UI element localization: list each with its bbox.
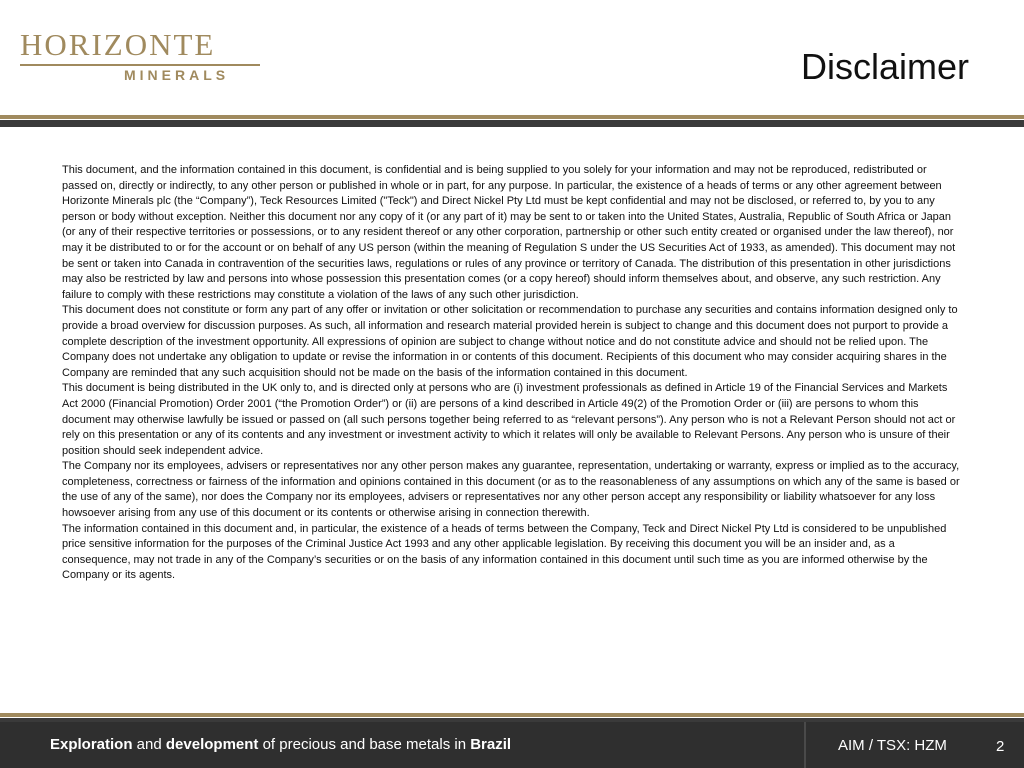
header-dark-rule — [0, 120, 1024, 127]
disclaimer-body — [62, 163, 964, 584]
header-gold-rule — [0, 115, 1024, 119]
tagline-metals: of precious and base metals in — [258, 736, 471, 753]
slide-footer — [0, 722, 1024, 768]
disclaimer-paragraph: This document is being distributed in the UK only to, and is directed only at persons who are (i) investment professionals as defined in Article 19 of the Financial Services and Markets Act 2000 (Financial Promotion) Order 2001 (“the Promotion Order”) or (ii) are persons of a kind described in Article 49(2) of the Promotion Order or (iii) are persons to whom this document may otherwise lawfully be issued or passed on (all such persons together being referred to as “relevant persons”). Any person who is not a Relevant Person should not act or rely on this presentation or any of its contents and any investment or investment activity to which it relates will only be available to Relevant Persons. Any person who is unsure of their position should seek independent advice. — [62, 382, 956, 457]
logo-subtitle: MINERALS — [124, 67, 230, 83]
disclaimer-paragraph: This document does not constitute or form any part of any offer or invitation or other solicitation or recommendation to purchase any securities and contains information designed only to provide a broad overview for discussion purposes. As such, all information and research material provided herein is subject to change and this document does not purport to provide a complete description of the investment opportunity. All expressions of opinion are subject to change without notice and do not constitute advice and should not be relied upon. The Company does not undertake any obligation to update or revise the information in or contents of this document. Recipients of this document who may consider acquiring shares in the Company are reminded that any such acquisition should not be made on the basis of the information contained in this document. — [62, 304, 958, 379]
tagline-and: and — [132, 736, 166, 753]
tagline-brazil: Brazil — [470, 736, 512, 753]
footer-divider — [804, 722, 806, 768]
company-logo — [20, 28, 262, 88]
slide-title: Disclaimer — [800, 46, 969, 87]
stock-ticker: AIM / TSX: HZM — [838, 737, 947, 754]
footer-tagline — [50, 736, 511, 754]
footer-tagline-panel — [0, 722, 804, 768]
footer-gold-rule — [0, 713, 1024, 717]
disclaimer-paragraph: The Company nor its employees, advisers or representatives nor any other person makes any guarantee, representation, undertaking or warranty, express or implied as to the accuracy, completeness, correctness or fairness of the information and opinions contained in this document (or as to the reasonableness of any assumptions on which any of the same is based or the use of any of the same), nor does the Company nor its employees, advisers or representatives nor any other person accept any responsibility or liability whatsoever for any loss howsoever arising from any use of this document or its contents or otherwise arising in connection therewith. — [62, 460, 960, 520]
page-number: 2 — [996, 738, 1005, 755]
disclaimer-paragraph: The information contained in this document and, in particular, the existence of a heads of terms between the Company, Teck and Direct Nickel Pty Ltd is considered to be unpublished price sensitive information for the purposes of the Criminal Justice Act 1993 and any other applicable legislation. By receiving this document you will be an insider and, as a consequence, may not trade in any of the Company’s securities or on the basis of any information contained in this document until such time as you are informed otherwise by the Company or its agents. — [62, 522, 947, 582]
tagline-exploration: Exploration — [50, 736, 133, 753]
disclaimer-paragraph: This document, and the information contained in this document, is confidential and is being supplied to you solely for your information and may not be reproduced, redistributed or passed on, directly or indirectly, to any other person or published in whole or in part, for any purpose. In particular, the existence of a heads of terms or any other agreement between Horizonte Minerals plc (the “Company”), Teck Resources Limited ("Teck") and Direct Nickel Pty Ltd must be kept confidential and may not be disclosed, or referred to, by you to any person or body without exception. Neither this document nor any copy of it (or any part of it) may be sent to or taken into the United States, Australia, Republic of South Africa or Japan (or any of their respective territories or possessions, or to any resident thereof or any other corporation, partnership or other such entity created or organised under the law thereof), nor may it be distributed to or for the account or on behalf of any US person (within the meaning of Regulation S under the US Securities Act of 1933, as amended). This document may not be sent or taken into Canada in contravention of the securities laws, regulations or rules of any province or territory of Canada. The distribution of this presentation in other jurisdictions may also be restricted by law and persons into whose possession this presentation comes (or a copy hereof) should inform themselves about, and observe, any such restriction. Any failure to comply with these restrictions may constitute a violation of the laws of any such other jurisdiction. — [62, 164, 956, 301]
tagline-development: development — [165, 736, 259, 753]
logo-wordmark: HORIZONTE — [20, 27, 216, 62]
